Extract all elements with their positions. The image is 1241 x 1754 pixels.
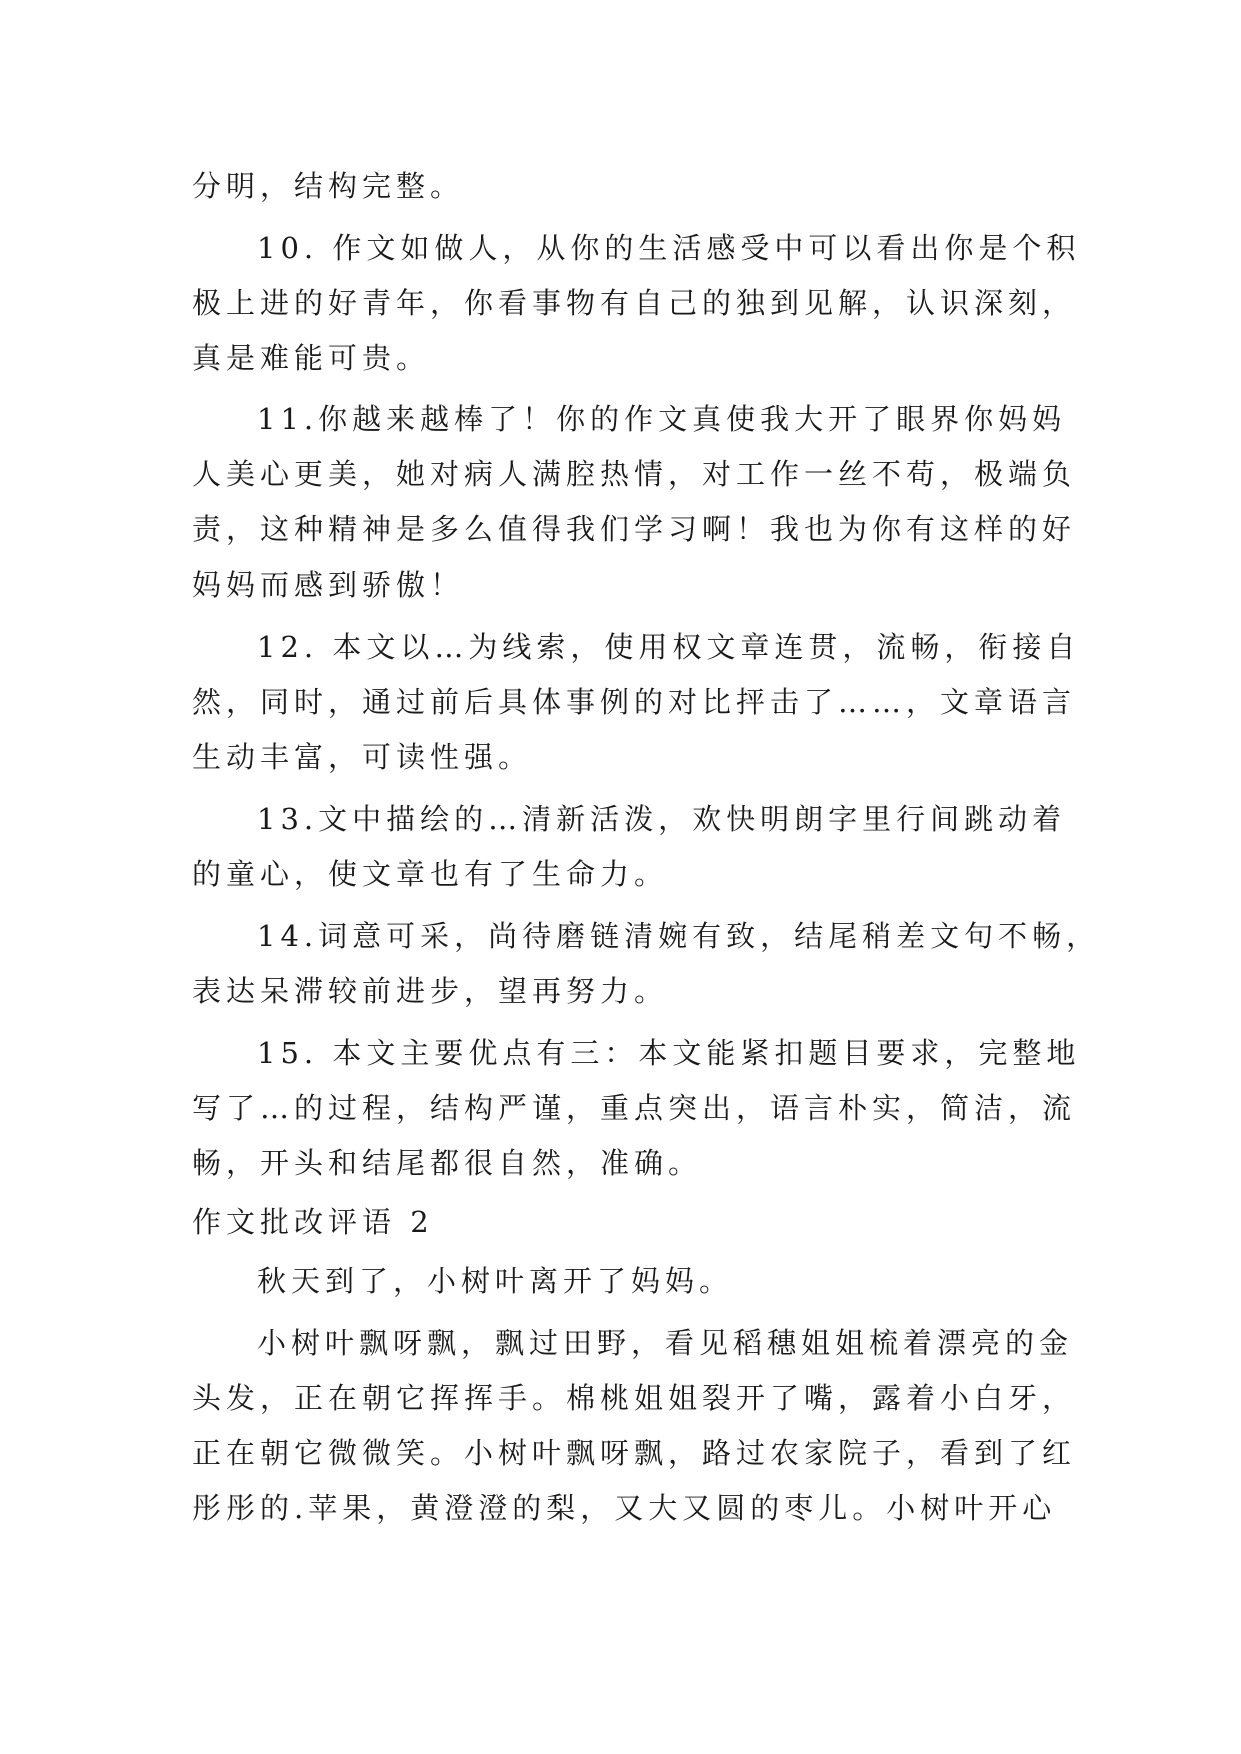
text-line: 彤彤的.苹果，黄澄澄的梨，又大又圆的枣儿。小树叶开心	[192, 1491, 1057, 1525]
text-line: 写了…的过程，结构严谨，重点突出，语言朴实，简洁，流	[192, 1091, 1077, 1125]
text-line: 的童心，使文章也有了生命力。	[192, 857, 669, 891]
list-item-10: 10. 作文如做人，从你的生活感受中可以看出你是个积	[257, 231, 1081, 265]
list-item-14: 14.词意可采，尚待磨链清婉有致，结尾稍差文句不畅，	[257, 919, 1101, 953]
text-line: 然，同时，通过前后具体事例的对比抨击了……，文章语言	[192, 685, 1077, 719]
text-line: 人美心更美，她对病人满腔热情，对工作一丝不苟，极端负	[192, 457, 1077, 491]
text-line: 责，这种精神是多么值得我们学习啊！我也为你有这样的好	[192, 512, 1077, 546]
text-line: 妈妈而感到骄傲！	[192, 568, 465, 602]
text-line: 表达呆滞较前进步，望再努力。	[192, 974, 669, 1008]
list-item-13: 13.文中描绘的…清新活泼，欢快明朗字里行间跳动着	[257, 802, 1067, 836]
text-line: 极上进的好青年，你看事物有自己的独到见解，认识深刻，	[192, 286, 1077, 320]
text-line: 头发，正在朝它挥挥手。棉桃姐姐裂开了嘴，露着小白牙，	[192, 1381, 1077, 1415]
section-heading: 作文批改评语 2	[192, 1205, 434, 1239]
list-item-12: 12. 本文以…为线索，使用权文章连贯，流畅，衔接自	[257, 630, 1081, 664]
list-item-15: 15. 本文主要优点有三：本文能紧扣题目要求，完整地	[257, 1036, 1081, 1070]
text-line: 正在朝它微微笑。小树叶飘呀飘，路过农家院子，看到了红	[192, 1436, 1077, 1470]
text-line: 畅，开头和结尾都很自然，准确。	[192, 1146, 703, 1180]
paragraph-start: 小树叶飘呀飘，飘过田野，看见稻穗姐姐梳着漂亮的金	[257, 1326, 1074, 1360]
list-item-11: 11.你越来越棒了！你的作文真使我大开了眼界你妈妈	[257, 402, 1067, 436]
text-line: 生动丰富，可读性强。	[192, 740, 533, 774]
text-line: 分明，结构完整。	[192, 169, 465, 203]
text-line: 真是难能可贵。	[192, 341, 431, 375]
paragraph-start: 秋天到了，小树叶离开了妈妈。	[257, 1264, 734, 1298]
